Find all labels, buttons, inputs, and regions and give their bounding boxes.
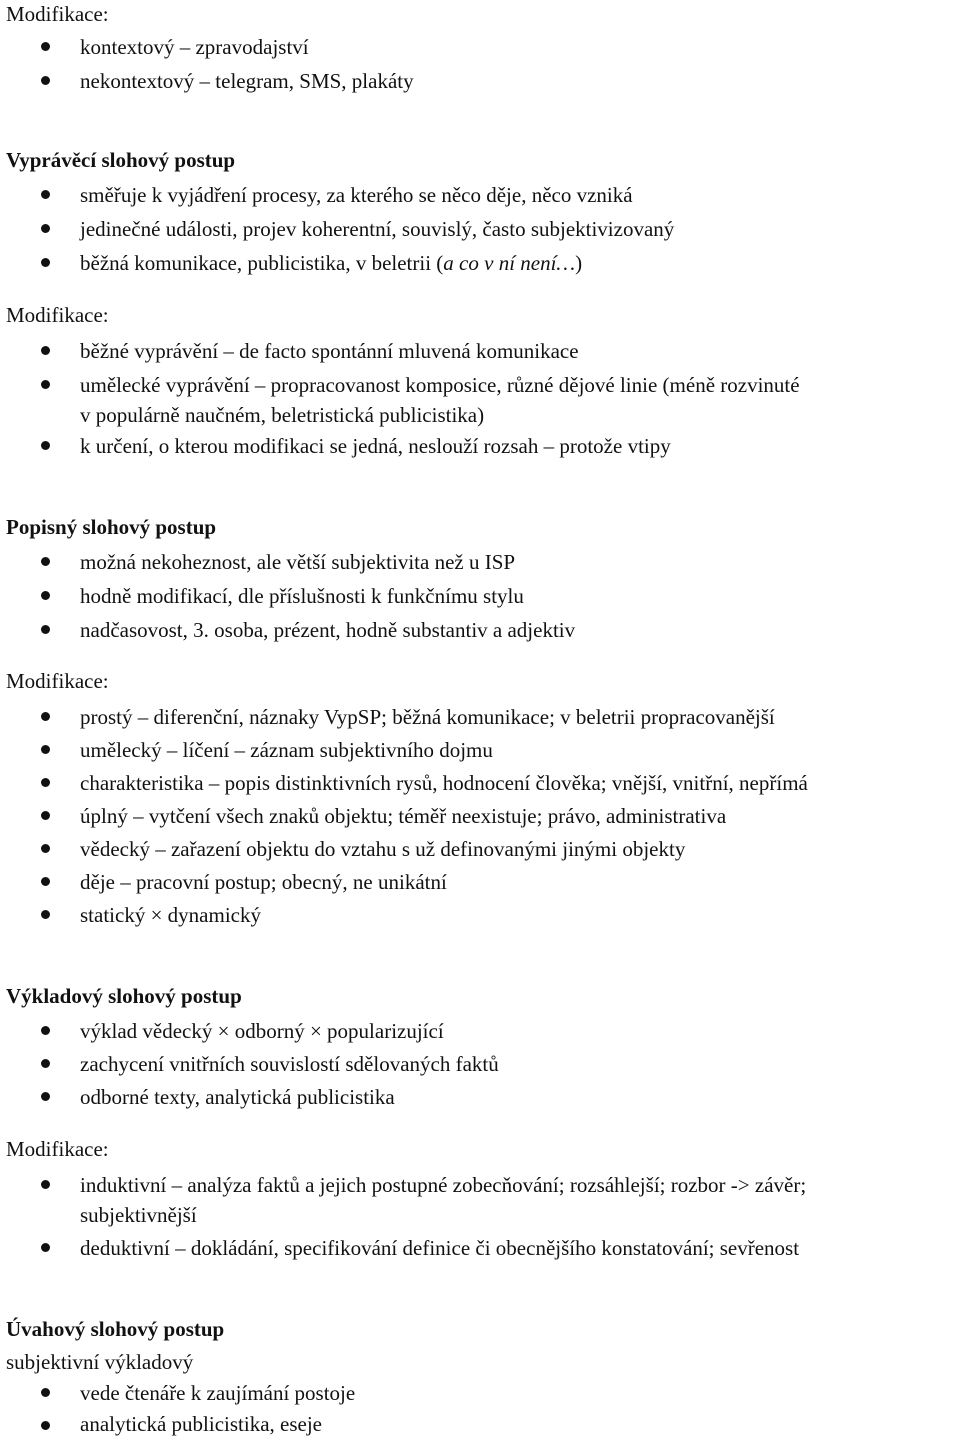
list-item: induktivní – analýza faktů a jejich postupné zobecňování; rozsáhlejší; rozbor -> závěr; [80,1173,807,1197]
bullet-icon [41,1059,50,1068]
section-subtitle: subjektivní výkladový [6,1350,194,1374]
list-item: zachycení vnitřních souvislostí sdělovaných faktů [80,1052,499,1076]
list-item: vede čtenáře k zaujímání postoje [80,1381,356,1405]
list-item: charakteristika – popis distinktivních rysů, hodnocení člověka; vnější, vnitřní, nepřímá [80,771,808,795]
list-item: prostý – diferenční, náznaky VypSP; běžná komunikace; v beletrii propracovanější [80,705,775,729]
bullet-icon [41,258,50,267]
list-item: vědecký – zařazení objektu do vztahu s už definovanými jinými objekty [80,837,686,861]
list-item: statický × dynamický [80,903,261,927]
list-item: umělecký – líčení – záznam subjektivního dojmu [80,738,493,762]
bullet-icon [41,1421,50,1430]
bullet-icon [41,625,50,634]
list-item: jedinečné události, projev koherentní, souvislý, často subjektivizovaný [80,217,675,241]
modification-label: Modifikace: [6,1137,109,1161]
bullet-icon [41,591,50,600]
section-heading-narrative: Vyprávěcí slohový postup [6,148,236,172]
modification-label: Modifikace: [6,2,109,26]
section-heading-descriptive: Popisný slohový postup [6,515,217,539]
list-item: umělecké vyprávění – propracovanost komposice, různé dějové linie (méně rozvinuté [80,373,800,397]
bullet-icon [41,1026,50,1035]
list-item: k určení, o kterou modifikaci se jedná, neslouží rozsah – protože vtipy [80,434,671,458]
bullet-icon [41,877,50,886]
section-heading-reflective: Úvahový slohový postup [6,1317,225,1341]
bullet-icon [41,224,50,233]
bullet-icon [41,1243,50,1252]
bullet-icon [41,844,50,853]
bullet-icon [41,380,50,389]
list-item: hodně modifikací, dle příslušnosti k funkčnímu stylu [80,584,524,608]
list-item: odborné texty, analytická publicistika [80,1085,395,1109]
bullet-icon [41,910,50,919]
bullet-icon [41,811,50,820]
list-item: výklad vědecký × odborný × popularizující [80,1019,444,1043]
bullet-icon [41,778,50,787]
list-item-text-end: ) [575,251,583,275]
section-heading-expository: Výkladový slohový postup [6,984,242,1008]
list-item: úplný – vytčení všech znaků objektu; téměř neexistuje; právo, administrativa [80,804,727,828]
bullet-icon [41,1388,50,1397]
bullet-icon [41,76,50,85]
list-item: analytická publicistika, eseje [80,1412,322,1436]
modification-label: Modifikace: [6,669,109,693]
bullet-icon [41,557,50,566]
list-item-continuation: subjektivnější [80,1203,197,1227]
list-item [80,250,582,276]
list-item-italic: a co v ní není… [443,251,576,275]
bullet-icon [41,190,50,199]
list-item: nekontextový – telegram, SMS, plakáty [80,69,414,93]
bullet-icon [41,1092,50,1101]
list-item: běžné vyprávění – de facto spontánní mluvená komunikace [80,339,579,363]
bullet-icon [41,441,50,450]
list-item: děje – pracovní postup; obecný, ne unikátní [80,870,447,894]
list-item-continuation: v populárně naučném, beletristická publicistika) [80,403,485,427]
list-item: směřuje k vyjádření procesy, za kterého se něco děje, něco vzniká [80,183,633,207]
list-item: deduktivní – dokládání, specifikování definice či obecnějšího konstatování; sevřenost [80,1236,800,1260]
modification-label: Modifikace: [6,303,109,327]
list-item-text: běžná komunikace, publicistika, v beletrii ( [80,251,444,275]
bullet-icon [41,1180,50,1189]
bullet-icon [41,712,50,721]
list-item: možná nekoheznost, ale větší subjektivita než u ISP [80,550,516,574]
list-item: kontextový – zpravodajství [80,35,309,59]
bullet-icon [41,745,50,754]
bullet-icon [41,42,50,51]
list-item: nadčasovost, 3. osoba, prézent, hodně substantiv a adjektiv [80,618,576,642]
bullet-icon [41,346,50,355]
